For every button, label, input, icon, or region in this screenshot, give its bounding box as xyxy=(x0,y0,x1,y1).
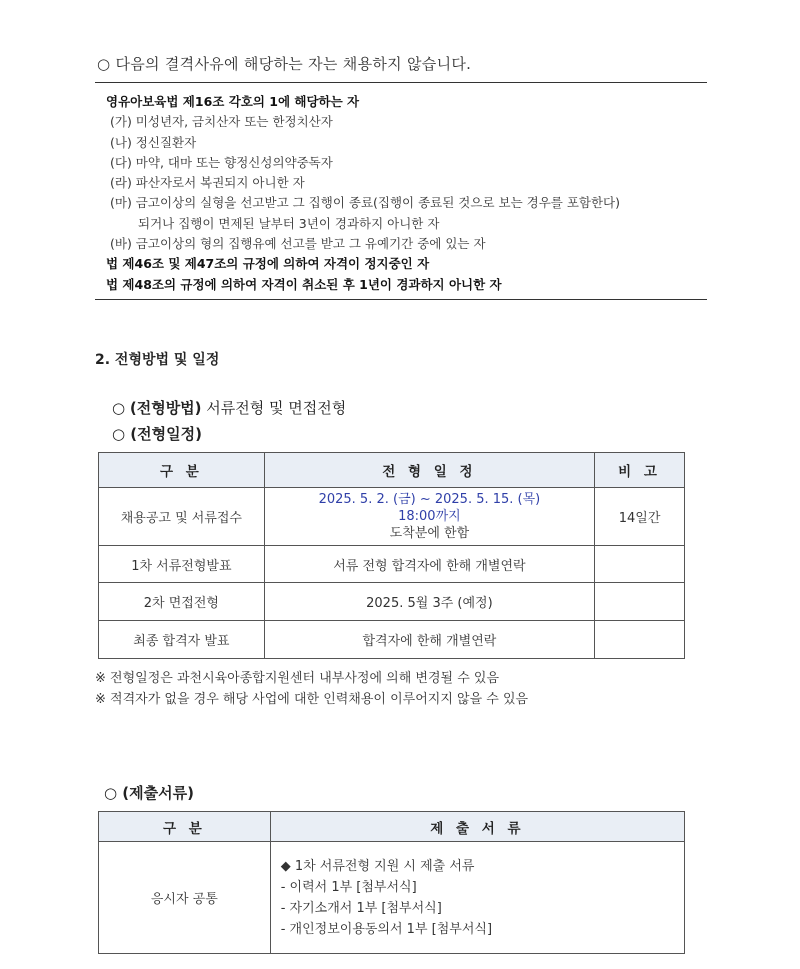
disqualification-item-continued: 되거나 집행이 면제된 날부터 3년이 경과하지 아니한 자 xyxy=(138,215,440,231)
row-note xyxy=(595,583,685,621)
schedule-date-range: 2025. 5. 2. (금) ~ 2025. 5. 15. (목) xyxy=(318,492,541,507)
row-note: 14일간 xyxy=(595,488,685,546)
table-row xyxy=(99,583,685,621)
schedule-header-row xyxy=(99,453,685,488)
top-rule xyxy=(95,82,707,83)
documents-table xyxy=(98,811,685,954)
row-note xyxy=(595,546,685,583)
disqualification-list xyxy=(106,92,706,295)
bottom-rule xyxy=(95,299,707,300)
row-schedule: 서류 전형 합격자에 한해 개별연락 xyxy=(264,546,594,583)
header-category: 구 분 xyxy=(99,812,271,842)
documents-line: - 개인정보이용동의서 1부 [첨부서식] xyxy=(280,921,493,937)
table-row xyxy=(99,488,685,546)
documents-category: 응시자 공통 xyxy=(99,842,271,954)
row-note xyxy=(595,621,685,659)
row-category: 2차 면접전형 xyxy=(99,583,265,621)
method-value: 서류전형 및 면접전형 xyxy=(201,399,347,417)
schedule-arrival-note: 도착분에 한함 xyxy=(389,526,470,541)
disqualification-item: (가) 미성년자, 금치산자 또는 한정치산자 xyxy=(110,114,333,130)
method-prefix: ○ xyxy=(112,399,130,417)
disqualification-item: (나) 정신질환자 xyxy=(110,134,197,150)
method-label: (전형방법) xyxy=(129,399,202,417)
schedule-note: ※ 적격자가 없을 경우 해당 사업에 대한 인력채용이 이루어지지 않을 수 있음 xyxy=(95,692,529,707)
schedule-note: ※ 전형일정은 과천시육아종합지원센터 내부사정에 의해 변경될 수 있음 xyxy=(95,671,500,686)
table-row xyxy=(99,842,685,954)
header-documents: 제 출 서 류 xyxy=(270,812,684,842)
disqualification-item: (마) 금고이상의 실형을 선고받고 그 집행이 종료(집행이 종료된 것으로 보는 경우를 포함한다) xyxy=(110,195,620,211)
header-schedule: 전 형 일 정 xyxy=(264,453,594,488)
documents-line: ◆ 1차 서류전형 지원 시 제출 서류 xyxy=(280,858,475,874)
row-category: 1차 서류전형발표 xyxy=(99,546,265,583)
disqualification-item: (라) 파산자로서 복권되지 아니한 자 xyxy=(110,175,305,191)
schedule-table xyxy=(98,452,685,659)
method-line xyxy=(112,397,346,418)
law-clause-46-47: 법 제46조 및 제47조의 규정에 의하여 자격이 정지중인 자 xyxy=(106,256,430,272)
schedule-deadline-time: 18:00까지 xyxy=(398,509,461,524)
documents-header-row xyxy=(99,812,685,842)
row-schedule: 2025. 5월 3주 (예정) xyxy=(264,583,594,621)
law-heading: 영유아보육법 제16조 각호의 1에 해당하는 자 xyxy=(106,94,360,109)
disqualification-intro: ○ 다음의 결격사유에 해당하는 자는 채용하지 않습니다. xyxy=(97,55,472,73)
disqualification-item: (바) 금고이상의 형의 집행유예 선고를 받고 그 유예기간 중에 있는 자 xyxy=(110,236,486,252)
documents-list xyxy=(270,842,684,954)
row-category: 최종 합격자 발표 xyxy=(99,621,265,659)
row-schedule: 합격자에 한해 개별연락 xyxy=(264,621,594,659)
row-category: 채용공고 및 서류접수 xyxy=(99,488,265,546)
row-schedule xyxy=(264,488,594,546)
schedule-heading: ○ (전형일정) xyxy=(112,425,202,443)
header-category: 구 분 xyxy=(99,453,265,488)
documents-heading: ○ (제출서류) xyxy=(104,784,194,802)
table-row xyxy=(99,546,685,583)
section-title: 2. 전형방법 및 일정 xyxy=(95,352,220,368)
documents-line: - 이력서 1부 [첨부서식] xyxy=(280,879,417,895)
law-clause-48: 법 제48조의 규정에 의하여 자격이 취소된 후 1년이 경과하지 아니한 자 xyxy=(106,276,502,292)
header-note: 비 고 xyxy=(595,453,685,488)
table-row xyxy=(99,621,685,659)
documents-line: - 자기소개서 1부 [첨부서식] xyxy=(280,900,442,916)
disqualification-item: (다) 마약, 대마 또는 향정신성의약중독자 xyxy=(110,154,333,170)
